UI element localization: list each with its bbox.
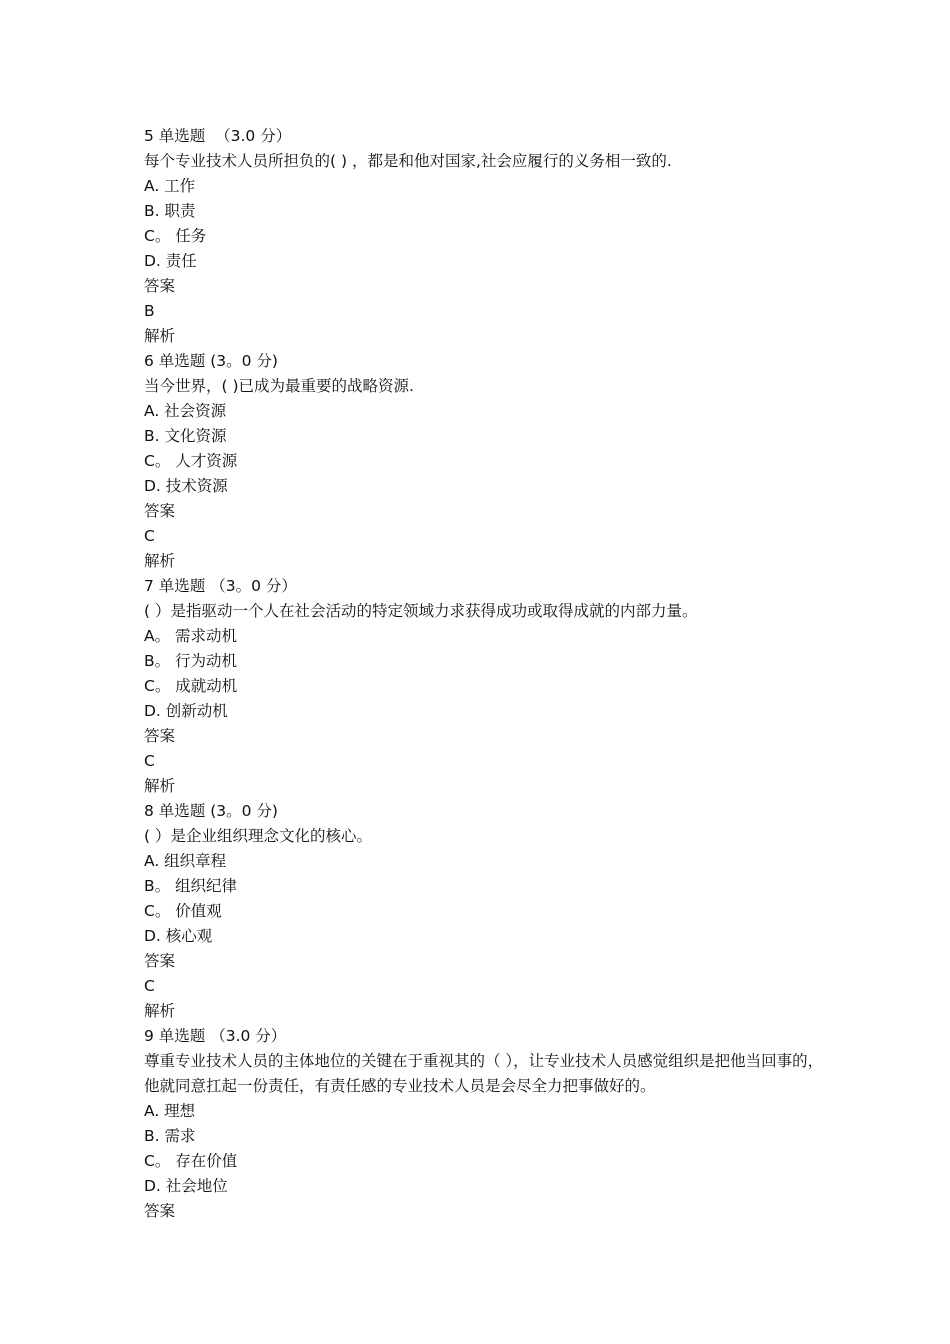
option-c: C。 存在价值: [144, 1152, 238, 1170]
answer-value: B: [144, 302, 155, 320]
option-d: D. 核心观: [144, 927, 213, 945]
option-c: C。 价值观: [144, 902, 222, 920]
option-c: C。 任务: [144, 227, 207, 245]
option-a: A. 社会资源: [144, 402, 227, 420]
option-d: D. 责任: [144, 252, 197, 270]
option-c: C。 人才资源: [144, 452, 238, 470]
question-stem: 尊重专业技术人员的主体地位的关键在于重视其的（ ），让专业技术人员感觉组织是把他当回事的，他就同意扛起一份责任，有责任感的专业技术人员是会尽全力把事做好的。: [144, 1052, 824, 1095]
answer-label: 答案: [144, 952, 176, 970]
question-7: [144, 574, 824, 799]
question-header: 9 单选题 （3.0 分）: [144, 1027, 287, 1045]
question-8: [144, 799, 824, 1024]
option-a: A. 理想: [144, 1102, 196, 1120]
option-d: D. 社会地位: [144, 1177, 228, 1195]
question-stem: 每个专业技术人员所担负的( ) ，都是和他对国家,社会应履行的义务相一致的.: [144, 152, 672, 170]
option-b: B。 行为动机: [144, 652, 238, 670]
option-b: B. 职责: [144, 202, 196, 220]
question-stem: ( ）是指驱动一个人在社会活动的特定领域力求获得成功或取得成就的内部力量。: [144, 602, 698, 620]
answer-value: C: [144, 752, 155, 770]
option-b: B。 组织纪律: [144, 877, 238, 895]
option-d: D. 技术资源: [144, 477, 228, 495]
option-b: B. 需求: [144, 1127, 196, 1145]
answer-value: C: [144, 977, 155, 995]
question-6: [144, 349, 824, 574]
option-d: D. 创新动机: [144, 702, 228, 720]
analysis-label: 解析: [144, 552, 176, 570]
option-b: B. 文化资源: [144, 427, 227, 445]
question-stem: ( ）是企业组织理念文化的核心。: [144, 827, 372, 845]
option-a: A. 组织章程: [144, 852, 227, 870]
option-a: A。 需求动机: [144, 627, 238, 645]
question-header: 5 单选题 （3.0 分）: [144, 127, 292, 145]
answer-label: 答案: [144, 727, 176, 745]
answer-label: 答案: [144, 277, 176, 295]
question-5: [144, 124, 824, 349]
question-stem: 当今世界，( )已成为最重要的战略资源.: [144, 377, 414, 395]
question-header: 6 单选题 (3。0 分): [144, 352, 278, 370]
answer-value: C: [144, 527, 155, 545]
option-c: C。 成就动机: [144, 677, 238, 695]
question-header: 8 单选题 (3。0 分): [144, 802, 278, 820]
question-header: 7 单选题 （3。0 分）: [144, 577, 297, 595]
analysis-label: 解析: [144, 777, 176, 795]
question-document: [144, 124, 824, 1224]
analysis-label: 解析: [144, 327, 176, 345]
answer-label: 答案: [144, 1202, 176, 1220]
answer-label: 答案: [144, 502, 176, 520]
option-a: A. 工作: [144, 177, 196, 195]
question-9: [144, 1024, 824, 1224]
analysis-label: 解析: [144, 1002, 176, 1020]
